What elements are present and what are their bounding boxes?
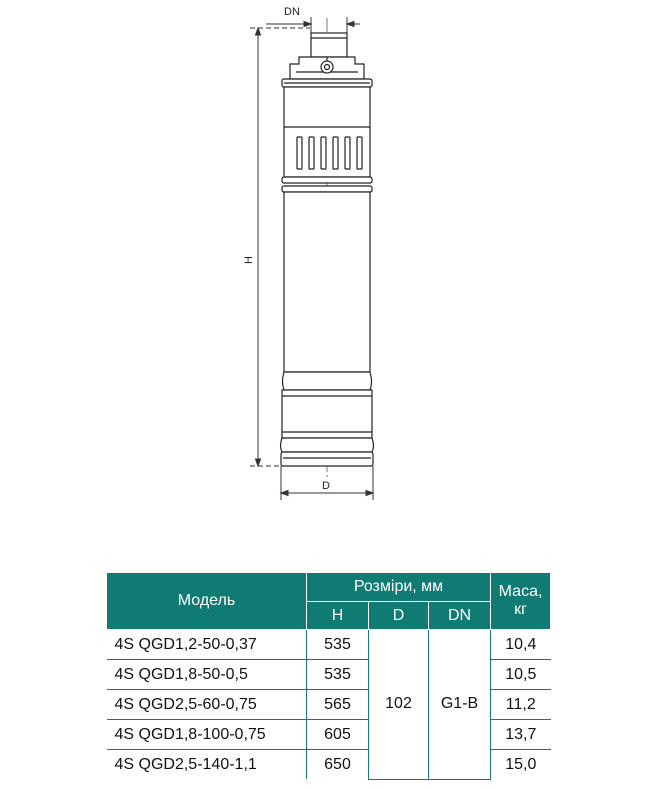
mass-cell: 10,4 [491,630,551,660]
model-cell: 4S QGD1,8-50-0,5 [107,660,307,690]
dn-label: DN [284,6,300,18]
h-cell: 535 [307,660,369,690]
model-cell: 4S QGD1,2-50-0,37 [107,630,307,660]
mass-cell: 10,5 [491,660,551,690]
model-cell: 4S QGD2,5-140-1,1 [107,750,307,780]
h-label: H [243,256,255,264]
mass-cell: 13,7 [491,720,551,750]
d-label: D [322,480,330,492]
d-cell: 102 [369,630,429,780]
header-h: H [307,602,369,630]
header-mass-line1: Маса, [498,583,543,600]
header-mass [491,573,551,630]
mass-cell: 15,0 [491,750,551,780]
header-mass-line2: кг [514,601,527,618]
pump-body [281,33,374,466]
dn-dimension [266,17,360,33]
specs-table [106,572,551,780]
mass-cell: 11,2 [491,690,551,720]
h-cell: 650 [307,750,369,780]
h-cell: 565 [307,690,369,720]
header-d: D [369,602,429,630]
model-cell: 4S QGD2,5-60-0,75 [107,690,307,720]
header-model: Модель [107,573,307,630]
header-dimensions: Розміри, мм [307,573,491,602]
h-cell: 605 [307,720,369,750]
dn-cell: G1-B [429,630,491,780]
header-dn: DN [429,602,491,630]
h-cell: 535 [307,630,369,660]
model-cell: 4S QGD1,8-100-0,75 [107,720,307,750]
table-row [107,630,551,660]
